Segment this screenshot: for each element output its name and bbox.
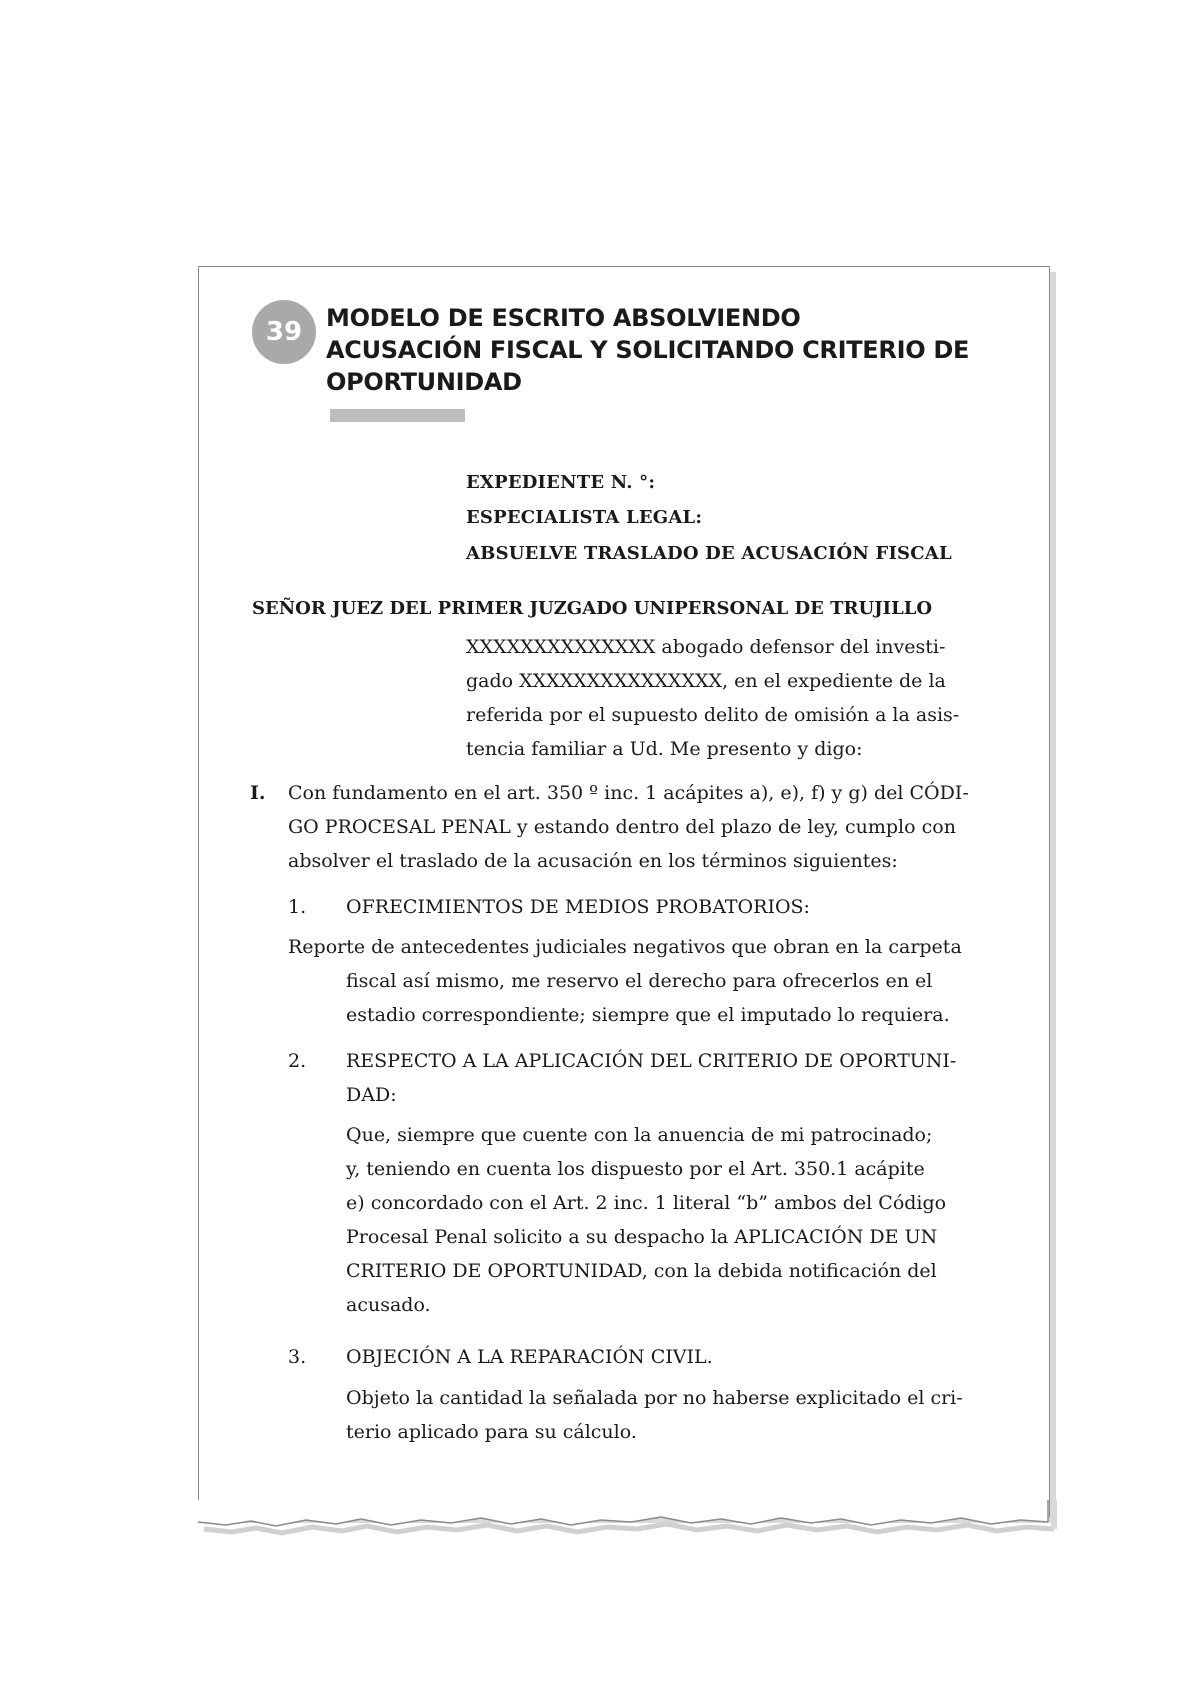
section-number-badge: 39: [252, 300, 316, 364]
title-line: MODELO DE ESCRITO ABSOLVIENDO: [326, 304, 801, 332]
paragraph-line: referida por el supuesto delito de omisión a la asis-: [466, 704, 960, 726]
paragraph-line: Que, siempre que cuente con la anuencia de mi patrocinado;: [346, 1124, 933, 1146]
paragraph-line: terio aplicado para su cálculo.: [346, 1421, 637, 1443]
item-heading: OBJECIÓN A LA REPARACIÓN CIVIL.: [346, 1346, 713, 1368]
paragraph-line: fiscal así mismo, me reservo el derecho para ofrecerlos en el: [346, 970, 933, 992]
sumilla-label: ABSUELVE TRASLADO DE ACUSACIÓN FISCAL: [466, 543, 952, 564]
paragraph-line: Procesal Penal solicito a su despacho la APLICACIÓN DE UN: [346, 1226, 938, 1248]
title-line: OPORTUNIDAD: [326, 368, 522, 396]
expediente-label: EXPEDIENTE N. °:: [466, 472, 656, 493]
item-number: 2.: [288, 1050, 307, 1072]
section-marker: I.: [250, 782, 266, 804]
torn-paper-edge: [196, 1500, 1058, 1540]
item-paragraph: [346, 1381, 1004, 1449]
addressee: SEÑOR JUEZ DEL PRIMER JUZGADO UNIPERSONAL DE TRUJILLO: [252, 598, 933, 619]
paragraph-line: Con fundamento en el art. 350 º inc. 1 acápites a), e), f) y g) del CÓDI-: [288, 782, 969, 804]
paragraph-line: e) concordado con el Art. 2 inc. 1 literal “b” ambos del Código: [346, 1192, 947, 1214]
paragraph-line: tencia familiar a Ud. Me presento y digo:: [466, 738, 863, 760]
section-paragraph: [288, 776, 1004, 878]
paragraph-line: XXXXXXXXXXXXXX abogado defensor del investi-: [466, 636, 946, 658]
item-heading: [346, 1044, 1004, 1112]
paragraph-line: gado XXXXXXXXXXXXXXX, en el expediente de la: [466, 670, 946, 692]
title-line: ACUSACIÓN FISCAL Y SOLICITANDO CRITERIO DE: [326, 336, 970, 364]
paragraph-line: estadio correspondiente; siempre que el imputado lo requiera.: [346, 1004, 950, 1026]
item-heading: OFRECIMIENTOS DE MEDIOS PROBATORIOS:: [346, 896, 810, 918]
title-underline-bar: [330, 409, 465, 422]
paragraph-line: acusado.: [346, 1294, 431, 1316]
especialista-label: ESPECIALISTA LEGAL:: [466, 507, 703, 528]
paragraph-line: GO PROCESAL PENAL y estando dentro del plazo de ley, cumplo con: [288, 816, 956, 838]
paragraph-line: CRITERIO DE OPORTUNIDAD, con la debida notificación del: [346, 1260, 937, 1282]
item-lead-line: Reporte de antecedentes judiciales negativos que obran en la carpeta: [288, 936, 962, 958]
heading-line: RESPECTO A LA APLICACIÓN DEL CRITERIO DE OPORTUNI-: [346, 1050, 957, 1072]
paragraph-line: y, teniendo en cuenta los dispuesto por el Art. 350.1 acápite: [346, 1158, 925, 1180]
heading-line: DAD:: [346, 1084, 397, 1106]
paragraph-line: absolver el traslado de la acusación en los términos siguientes:: [288, 850, 898, 872]
item-number: 1.: [288, 896, 307, 918]
document-title: [326, 302, 1016, 398]
paragraph-line: Objeto la cantidad la señalada por no haberse explicitado el cri-: [346, 1387, 963, 1409]
item-paragraph: [346, 964, 1004, 1032]
item-paragraph: [346, 1118, 1004, 1322]
item-number: 3.: [288, 1346, 307, 1368]
intro-paragraph: [466, 630, 1004, 766]
